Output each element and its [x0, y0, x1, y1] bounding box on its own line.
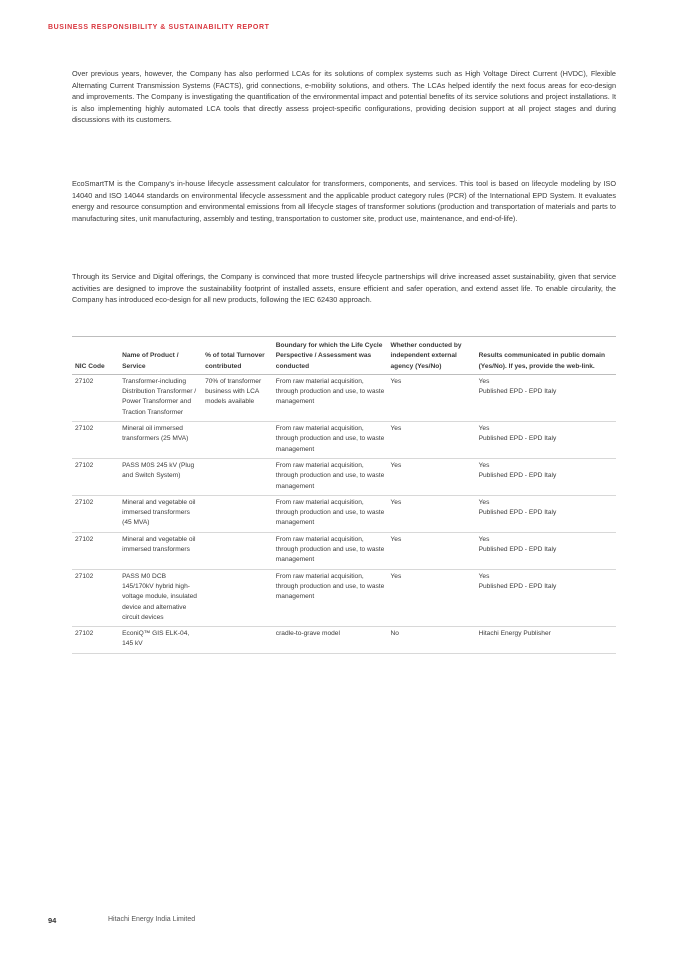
cell-nic-code: 27102 — [72, 458, 119, 495]
page-number: 94 — [48, 916, 57, 925]
cell-independent-agency: Yes — [388, 532, 476, 569]
cell-boundary: From raw material acquisition, through production and use, to waste management — [273, 458, 388, 495]
header-boundary: Boundary for which the Life Cycle Perspective / Assessment was conducted — [273, 337, 388, 375]
cell-product-name: Mineral and vegetable oil immersed transformers — [119, 532, 202, 569]
cell-independent-agency: No — [388, 627, 476, 654]
cell-independent-agency: Yes — [388, 495, 476, 532]
table-row — [72, 495, 616, 532]
cell-product-name: EconiQ™ GIS ELK-04, 145 kV — [119, 627, 202, 654]
cell-boundary: From raw material acquisition, through production and use, to waste management — [273, 422, 388, 459]
table-row — [72, 458, 616, 495]
lca-table — [72, 336, 616, 654]
paragraph-service-digital: Through its Service and Digital offerings, the Company is convinced that more trusted lifecycle partnerships will drive increased asset sustainability, given that service activities are designed to improve the sustainability footprint of installed assets, ensure efficient and safer operation, and extend asset life. To enable circularity, the Company has introduced eco-design for all new products, following the IEC 62430 approach. — [72, 272, 616, 304]
cell-turnover-pct — [202, 627, 273, 654]
lca-table-header-row — [72, 337, 616, 375]
footer-company-name: Hitachi Energy India Limited — [108, 916, 196, 923]
cell-independent-agency: Yes — [388, 374, 476, 421]
cell-turnover-pct — [202, 569, 273, 626]
cell-results-public: Yes Published EPD - EPD Italy — [476, 458, 616, 495]
cell-product-name: PASS M0S 245 kV (Plug and Switch System) — [119, 458, 202, 495]
cell-product-name: PASS M0 DCB 145/170kV hybrid high-voltage module, insulated device and alternative circuit devices — [119, 569, 202, 626]
cell-boundary: cradle-to-grave model — [273, 627, 388, 654]
table-row — [72, 569, 616, 626]
paragraph-lca-solutions: Over previous years, however, the Company has also performed LCAs for its solutions of complex systems such as High Voltage Direct Current (HVDC), Flexible Alternating Current Transmission Systems (FACTS), grid connections, e-mobility solutions, and others. The LCAs helped identify the next focus areas for eco-design and improvements. The Company is investigating the quantification of the environmental impact and potential benefits of its service solutions and project installations. It is also implementing highly automated LCA tools that directly assess project-specific configurations, providing decision support at all project stages and during discussions with its customers. — [72, 69, 616, 124]
cell-independent-agency: Yes — [388, 569, 476, 626]
header-independent-agency: Whether conducted by independent external agency (Yes/No) — [388, 337, 476, 375]
cell-results-public: Yes Published EPD - EPD Italy — [476, 569, 616, 626]
cell-turnover-pct — [202, 532, 273, 569]
cell-boundary: From raw material acquisition, through production and use, to waste management — [273, 495, 388, 532]
table-row — [72, 627, 616, 654]
cell-results-public: Hitachi Energy Publisher — [476, 627, 616, 654]
cell-product-name: Mineral and vegetable oil immersed transformers (45 MVA) — [119, 495, 202, 532]
table-row — [72, 374, 616, 421]
cell-nic-code: 27102 — [72, 422, 119, 459]
header-nic-code: NIC Code — [72, 337, 119, 375]
cell-nic-code: 27102 — [72, 569, 119, 626]
cell-independent-agency: Yes — [388, 458, 476, 495]
cell-results-public: Yes Published EPD - EPD Italy — [476, 532, 616, 569]
header-results-public: Results communicated in public domain (Yes/No). If yes, provide the web-link. — [476, 337, 616, 375]
cell-nic-code: 27102 — [72, 532, 119, 569]
cell-results-public: Yes Published EPD - EPD Italy — [476, 422, 616, 459]
cell-boundary: From raw material acquisition, through production and use, to waste management — [273, 374, 388, 421]
cell-nic-code: 27102 — [72, 374, 119, 421]
header-product-name: Name of Product / Service — [119, 337, 202, 375]
cell-independent-agency: Yes — [388, 422, 476, 459]
cell-nic-code: 27102 — [72, 495, 119, 532]
paragraph-ecosmart: EcoSmartTM is the Company's in-house lifecycle assessment calculator for transformers, components, and services. This tool is based on lifecycle modeling by ISO 14040 and ISO 14044 standards on environmental lifecycle assessment and the applicable product category rules (PCR) of the International EPD System. It evaluates energy and resource consumption and environmental emissions from all lifecycle stages of transformer solutions (production and transportation of materials and parts to manufacturing sites, unit manufacturing, assembly and testing, transportation to customer site, product use, maintenance, and end-of-life). — [72, 179, 616, 223]
cell-turnover-pct — [202, 495, 273, 532]
cell-results-public: Yes Published EPD - EPD Italy — [476, 495, 616, 532]
table-row — [72, 422, 616, 459]
cell-product-name: Transformer-including Distribution Transformer / Power Transformer and Traction Transformer — [119, 374, 202, 421]
cell-turnover-pct: 70% of transformer business with LCA models available — [202, 374, 273, 421]
cell-turnover-pct — [202, 458, 273, 495]
cell-boundary: From raw material acquisition, through production and use, to waste management — [273, 569, 388, 626]
cell-product-name: Mineral oil immersed transformers (25 MVA) — [119, 422, 202, 459]
table-row — [72, 532, 616, 569]
header-turnover-pct: % of total Turnover contributed — [202, 337, 273, 375]
cell-nic-code: 27102 — [72, 627, 119, 654]
report-header-title: BUSINESS RESPONSIBILITY & SUSTAINABILITY REPORT — [48, 24, 270, 31]
cell-turnover-pct — [202, 422, 273, 459]
cell-boundary: From raw material acquisition, through production and use, to waste management — [273, 532, 388, 569]
cell-results-public: Yes Published EPD - EPD Italy — [476, 374, 616, 421]
